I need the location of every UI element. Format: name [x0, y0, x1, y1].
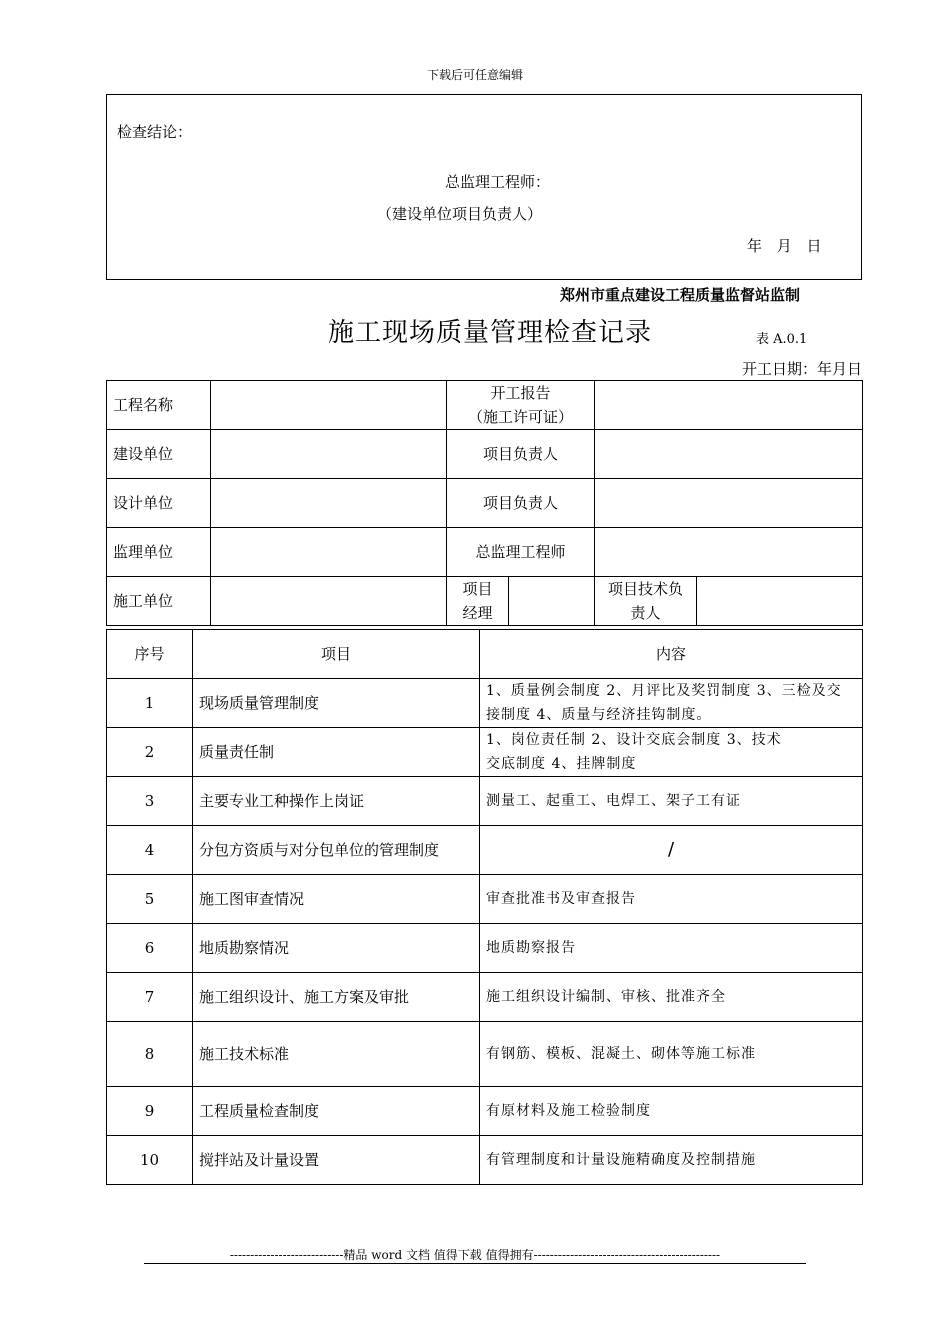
owner-rep-label: （建设单位项目负责人）	[377, 205, 543, 223]
project-name-label: 工程名称	[107, 381, 211, 430]
contractor-value[interactable]	[211, 577, 447, 626]
row-content[interactable]	[480, 728, 863, 777]
row-no: 1	[107, 679, 193, 728]
start-report-value[interactable]	[595, 381, 863, 430]
pm-label-line2: 经理	[462, 604, 493, 622]
table-row	[107, 973, 863, 1022]
row-content[interactable]: 地质勘察报告	[480, 924, 863, 973]
row-content[interactable]: 有原材料及施工检验制度	[480, 1087, 863, 1136]
owner-pm-value[interactable]	[595, 430, 863, 479]
design-label: 设计单位	[107, 479, 211, 528]
supervisor-chief-label: 总监理工程师	[447, 528, 595, 577]
pm-value[interactable]	[509, 577, 595, 626]
design-pm-label: 项目负责人	[447, 479, 595, 528]
header-item: 项目	[193, 630, 480, 679]
row-no: 6	[107, 924, 193, 973]
table-row	[107, 924, 863, 973]
footer-note: ----------------------------精品 word 文档 值得下载 值得拥有----------------------------------------------	[229, 1248, 721, 1262]
row-item: 工程质量检查制度	[193, 1087, 480, 1136]
header-no: 序号	[107, 630, 193, 679]
design-value[interactable]	[211, 479, 447, 528]
row-no: 4	[107, 826, 193, 875]
table-row	[107, 875, 863, 924]
row-content-line2: 交底制度 4、挂牌制度	[486, 756, 637, 772]
table-row	[107, 777, 863, 826]
start-report-label-line2: （施工许可证）	[468, 408, 574, 426]
row-no: 5	[107, 875, 193, 924]
pm-label-line1: 项目	[462, 580, 493, 598]
row-no: 10	[107, 1136, 193, 1185]
owner-pm-label: 项目负责人	[447, 430, 595, 479]
tech-lead-label	[595, 577, 697, 626]
row-item: 搅拌站及计量设置	[193, 1136, 480, 1185]
row-content-line1: 1、岗位责任制 2、设计交底会制度 3、技术	[486, 732, 782, 748]
row-content[interactable]: 测量工、起重工、电焊工、架子工有证	[480, 777, 863, 826]
row-item: 施工组织设计、施工方案及审批	[193, 973, 480, 1022]
row-content[interactable]: 有管理制度和计量设施精确度及控制措施	[480, 1136, 863, 1185]
row-no: 7	[107, 973, 193, 1022]
row-no: 8	[107, 1022, 193, 1087]
row-item: 质量责任制	[193, 728, 480, 777]
row-content[interactable]: 施工组织设计编制、审核、批准齐全	[480, 973, 863, 1022]
owner-value[interactable]	[211, 430, 447, 479]
pm-label	[447, 577, 509, 626]
table-row	[107, 1022, 863, 1087]
tech-lead-value[interactable]	[697, 577, 863, 626]
row-item: 施工图审查情况	[193, 875, 480, 924]
start-date: 开工日期：年月日	[741, 360, 862, 378]
row-no: 9	[107, 1087, 193, 1136]
start-report-label-line1: 开工报告	[490, 384, 551, 402]
row-content[interactable]: /	[480, 826, 863, 875]
supervisor-chief-value[interactable]	[595, 528, 863, 577]
table-row	[107, 826, 863, 875]
header-content: 内容	[480, 630, 863, 679]
conclusion-box	[106, 94, 862, 280]
conclusion-label: 检查结论：	[117, 123, 193, 141]
contractor-label: 施工单位	[107, 577, 211, 626]
header-note: 下载后可任意编辑	[426, 68, 523, 82]
row-item: 施工技术标准	[193, 1022, 480, 1087]
supervisor-value[interactable]	[211, 528, 447, 577]
row-item: 主要专业工种操作上岗证	[193, 777, 480, 826]
checklist-table	[106, 629, 863, 1185]
table-row	[107, 679, 863, 728]
table-row	[107, 1136, 863, 1185]
conclusion-date: 年 月 日	[747, 237, 822, 255]
row-content[interactable]: 审查批准书及审查报告	[480, 875, 863, 924]
tech-lead-label-line2: 责人	[630, 604, 661, 622]
row-item: 分包方资质与对分包单位的管理制度	[193, 826, 480, 875]
chief-supervisor-signature-label: 总监理工程师：	[445, 173, 551, 191]
row-no: 2	[107, 728, 193, 777]
tech-lead-label-line1: 项目技术负	[608, 580, 684, 598]
design-pm-value[interactable]	[595, 479, 863, 528]
project-info-table	[106, 380, 863, 626]
supervisor-label: 监理单位	[107, 528, 211, 577]
project-name-value[interactable]	[211, 381, 447, 430]
owner-label: 建设单位	[107, 430, 211, 479]
form-number: 表 A.0.1	[756, 332, 808, 347]
row-item: 现场质量管理制度	[193, 679, 480, 728]
row-no: 3	[107, 777, 193, 826]
start-report-label	[447, 381, 595, 430]
footer-divider	[144, 1263, 806, 1264]
row-content[interactable]: 有钢筋、模板、混凝土、砌体等施工标准	[480, 1022, 863, 1087]
table-row	[107, 728, 863, 777]
supervision-org: 郑州市重点建设工程质量监督站监制	[560, 286, 801, 304]
row-item: 地质勘察情况	[193, 924, 480, 973]
row-content[interactable]: 1、质量例会制度 2、月评比及奖罚制度 3、三检及交接制度 4、质量与经济挂钩制度。	[480, 679, 863, 728]
table-row	[107, 1087, 863, 1136]
page-title: 施工现场质量管理检查记录	[328, 318, 653, 348]
